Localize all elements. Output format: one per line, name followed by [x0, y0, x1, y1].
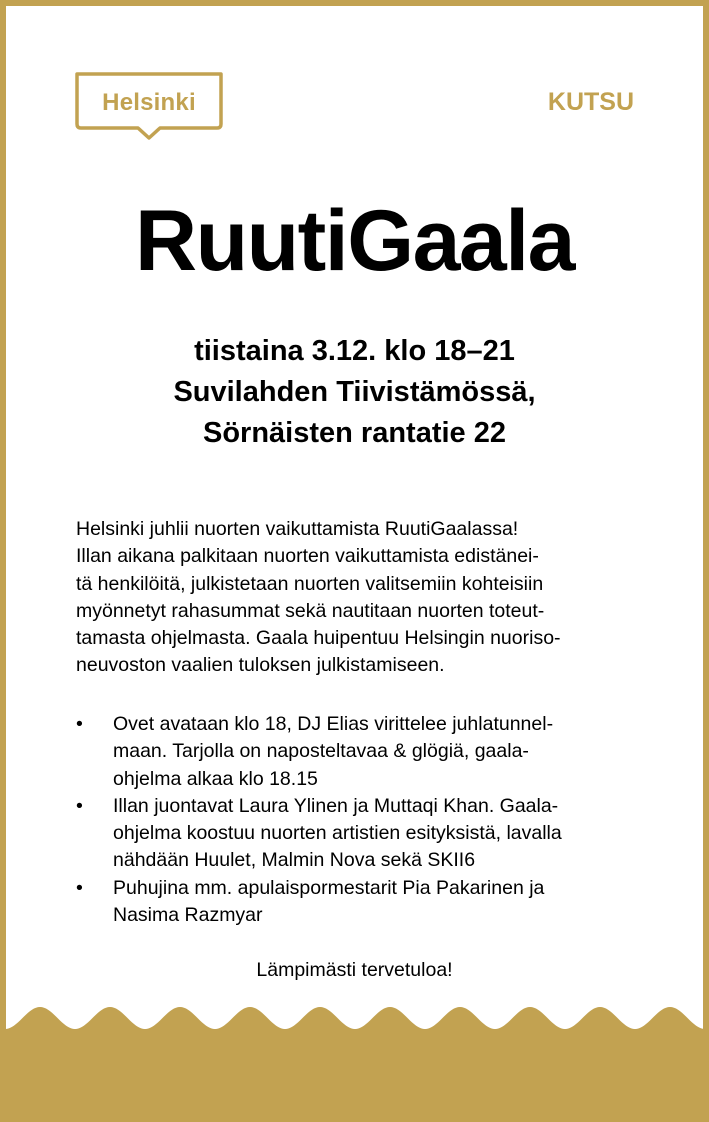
- event-venue: Suvilahden Tiivistämössä,: [173, 376, 536, 408]
- right-border: [703, 0, 709, 1122]
- top-border: [0, 0, 709, 6]
- list-item-line: nähdään Huulet, Malmin Nova sekä SKII6: [113, 849, 476, 872]
- event-details: [0, 331, 709, 454]
- event-address: Sörnäisten rantatie 22: [203, 417, 506, 449]
- intro-paragraph: [76, 516, 644, 680]
- intro-line: tamasta ohjelmasta. Gaala huipentuu Helsingin nuoriso-: [76, 627, 561, 650]
- helsinki-logo: [75, 72, 225, 142]
- intro-line: myönnetyt rahasummat sekä nautitaan nuorten toteut-: [76, 599, 545, 622]
- bullet-icon: •: [76, 713, 83, 735]
- program-list: [76, 711, 644, 929]
- left-border: [0, 0, 6, 1122]
- list-item-line: maan. Tarjolla on naposteltavaa & glögiä, gaala-: [113, 740, 529, 763]
- list-item-line: Nasima Razmyar: [113, 904, 263, 927]
- event-title: RuutiGaala: [135, 193, 574, 289]
- bullet-icon: •: [76, 794, 83, 817]
- event-date-time: tiistaina 3.12. klo 18–21: [194, 335, 515, 367]
- bullet-icon: •: [76, 876, 83, 899]
- invitation-label: KUTSU: [547, 88, 634, 116]
- intro-line: neuvoston vaalien tuloksen julkistamiseen.: [76, 654, 445, 677]
- wave-footer: [0, 1005, 709, 1122]
- intro-line: tä henkilöitä, julkistetaan nuorten valitsemiin kohteisiin: [76, 572, 544, 595]
- list-item: [76, 875, 644, 930]
- list-item-line: Puhujina mm. apulaispormestarit Pia Pakarinen ja: [113, 876, 545, 899]
- list-item-line: Ovet avataan klo 18, DJ Elias virittelee juhlatunnel-: [113, 713, 554, 735]
- list-item: [76, 711, 644, 793]
- intro-line: Illan aikana palkitaan nuorten vaikuttamista edistänei-: [76, 545, 539, 568]
- list-item: [76, 793, 644, 875]
- intro-line: Helsinki juhlii nuorten vaikuttamista RuutiGaalassa!: [76, 518, 519, 540]
- logo-text: Helsinki: [102, 89, 196, 116]
- list-item-line: ohjelma alkaa klo 18.15: [113, 767, 318, 790]
- list-item-line: ohjelma koostuu nuorten artistien esityksistä, lavalla: [113, 822, 562, 845]
- list-item-line: Illan juontavat Laura Ylinen ja Muttaqi Khan. Gaala-: [113, 794, 559, 817]
- closing-greeting: Lämpimästi tervetuloa!: [256, 959, 453, 981]
